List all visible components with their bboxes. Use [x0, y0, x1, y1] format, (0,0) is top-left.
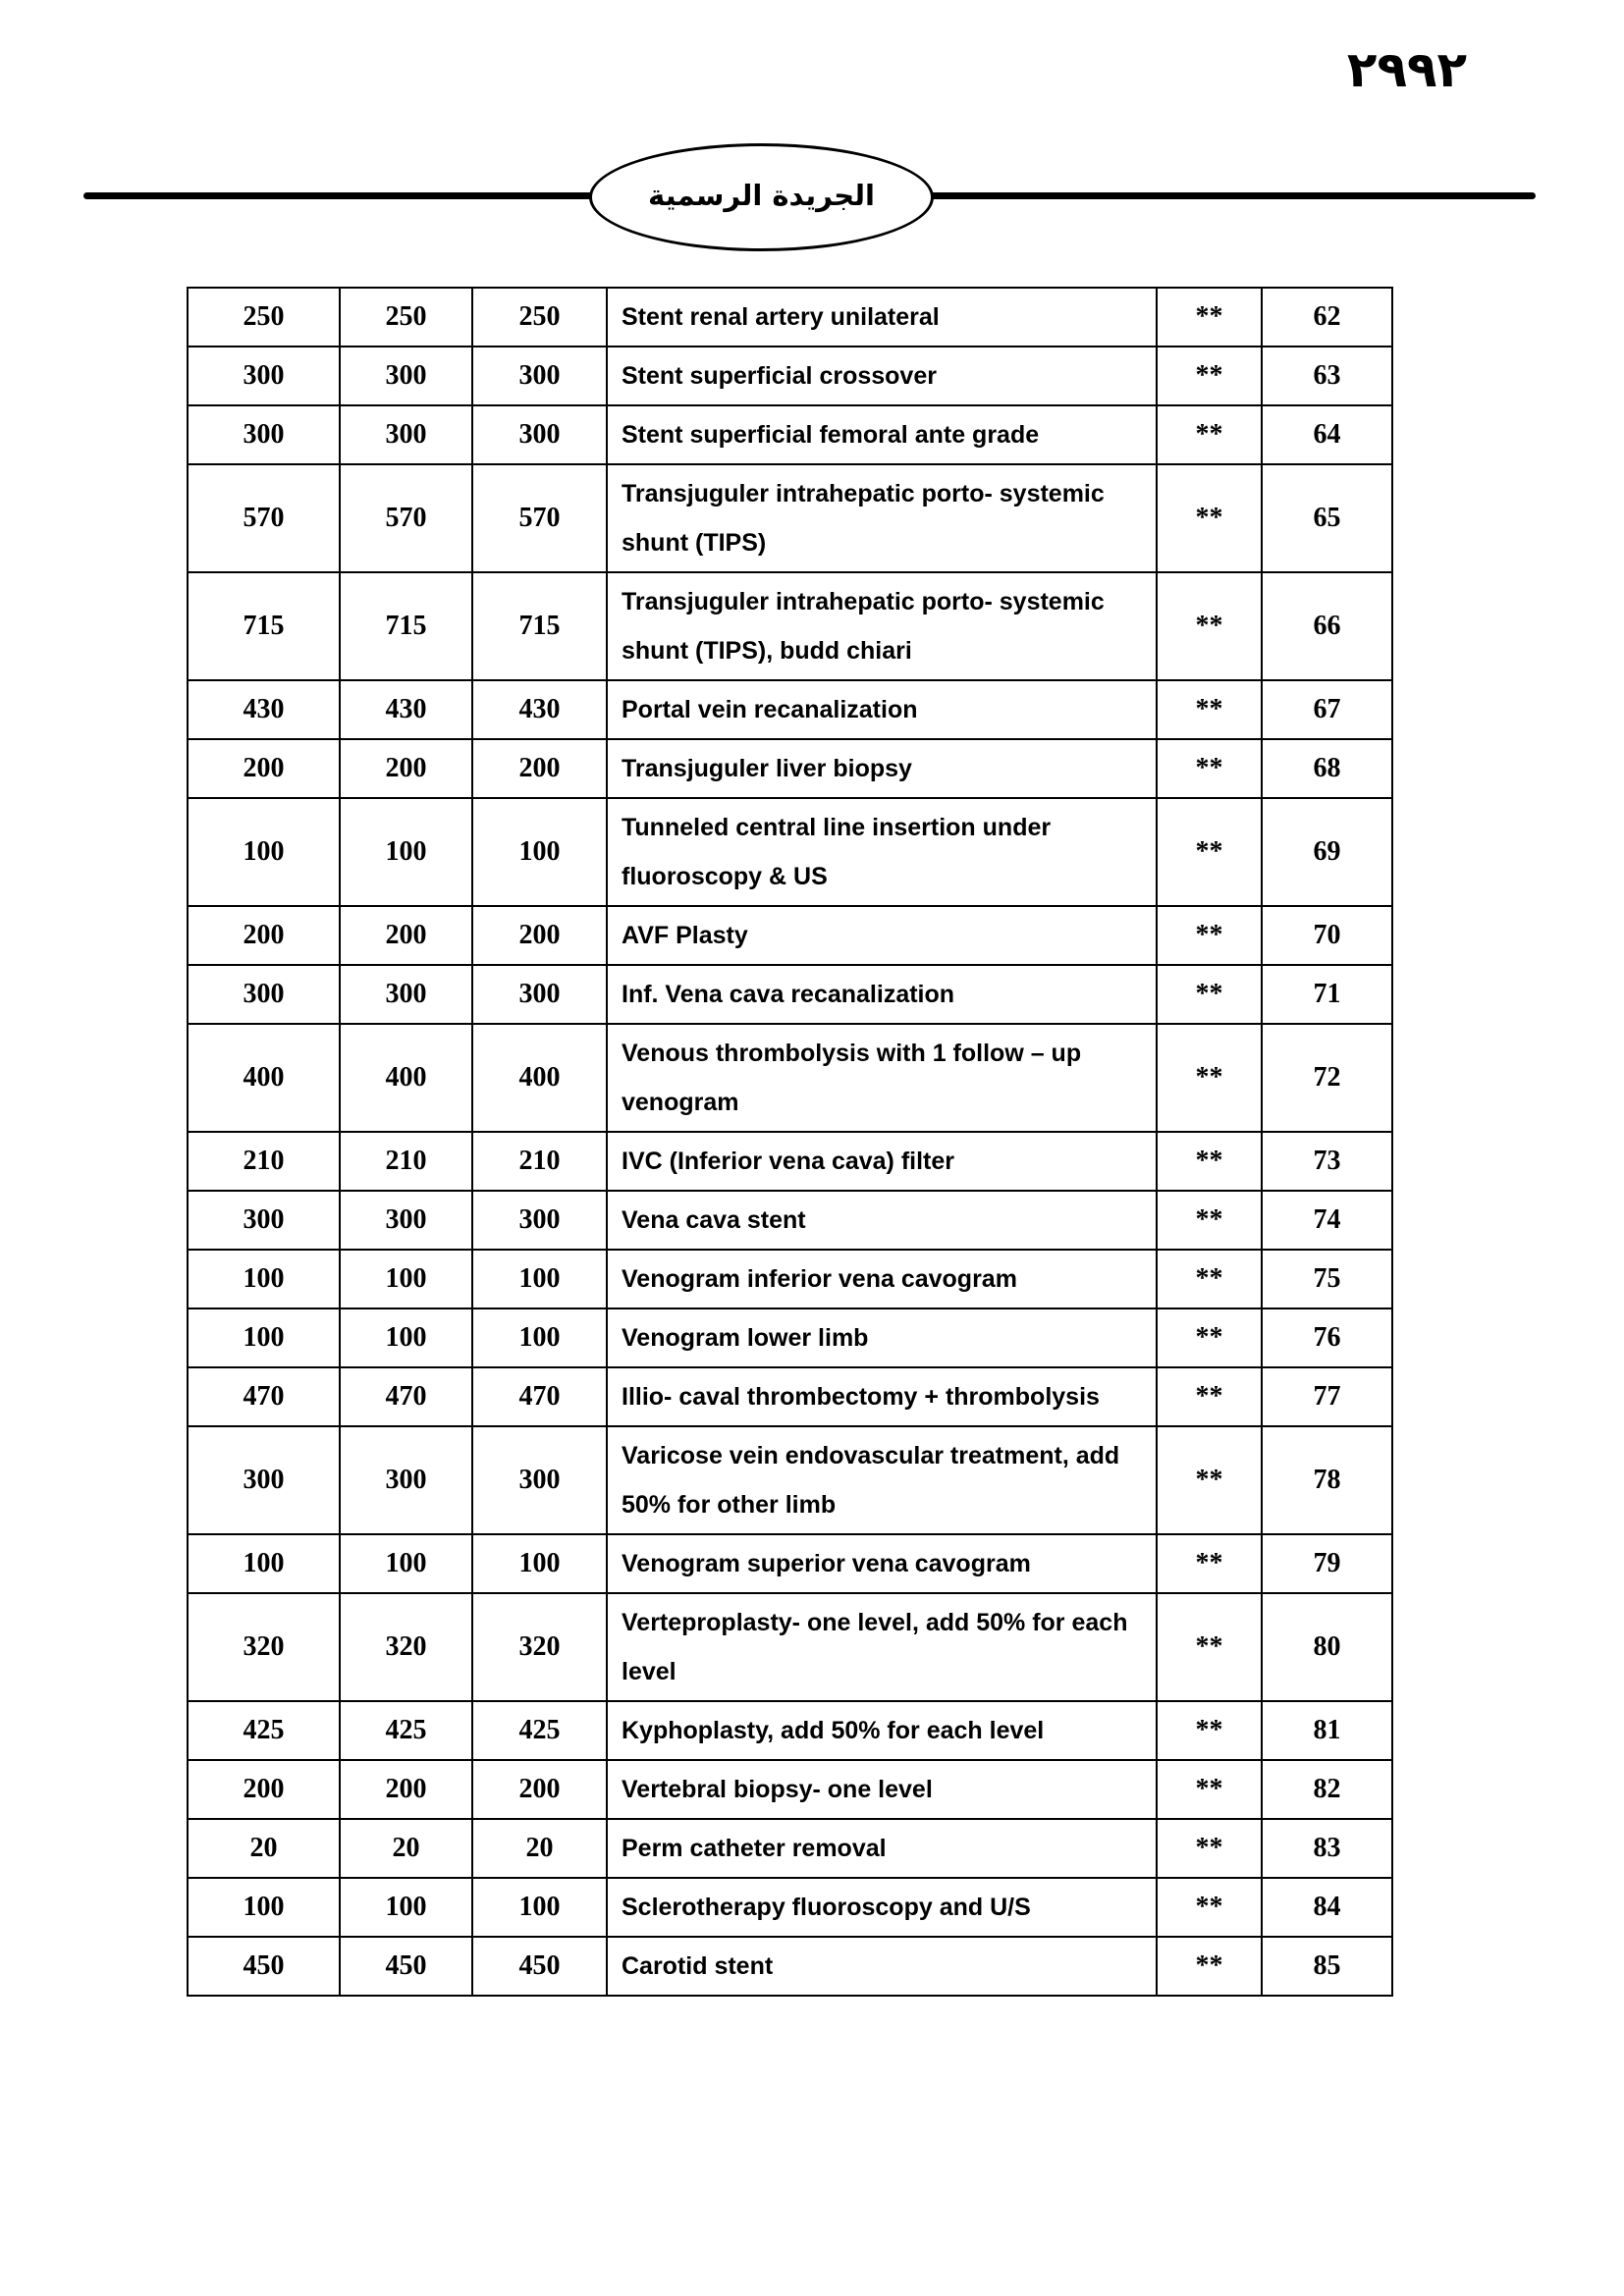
procedure-description-cell: Venogram superior vena cavogram	[607, 1534, 1157, 1593]
price-cell-2: 200	[340, 906, 472, 965]
serial-number-cell: 64	[1262, 405, 1392, 464]
table-row	[188, 965, 1392, 1024]
procedure-description-cell: Venogram lower limb	[607, 1308, 1157, 1367]
procedure-description-cell: IVC (Inferior vena cava) filter	[607, 1132, 1157, 1191]
serial-number-cell: 75	[1262, 1250, 1392, 1308]
price-cell-3: 250	[472, 288, 607, 347]
table-row	[188, 1878, 1392, 1937]
price-cell-3: 200	[472, 906, 607, 965]
price-cell-3: 100	[472, 1308, 607, 1367]
price-cell-1: 200	[188, 906, 340, 965]
serial-number-cell: 85	[1262, 1937, 1392, 1996]
serial-number-cell: 65	[1262, 464, 1392, 572]
price-cell-3: 320	[472, 1593, 607, 1701]
price-cell-1: 300	[188, 347, 340, 405]
procedure-description-cell: Perm catheter removal	[607, 1819, 1157, 1878]
price-cell-3: 100	[472, 1878, 607, 1937]
price-cell-1: 100	[188, 1250, 340, 1308]
price-cell-2: 300	[340, 1191, 472, 1250]
price-cell-3: 20	[472, 1819, 607, 1878]
serial-number-cell: 78	[1262, 1426, 1392, 1534]
serial-number-cell: 82	[1262, 1760, 1392, 1819]
serial-number-cell: 63	[1262, 347, 1392, 405]
procedure-description-cell: Verteproplasty- one level, add 50% for each level	[607, 1593, 1157, 1701]
marks-cell: **	[1157, 405, 1262, 464]
table-row	[188, 347, 1392, 405]
procedure-description-cell: Vertebral biopsy- one level	[607, 1760, 1157, 1819]
marks-cell: **	[1157, 288, 1262, 347]
price-cell-1: 450	[188, 1937, 340, 1996]
price-cell-3: 570	[472, 464, 607, 572]
table-row	[188, 1132, 1392, 1191]
table-row	[188, 1593, 1392, 1701]
marks-cell: **	[1157, 1819, 1262, 1878]
procedure-description-cell: Stent superficial femoral ante grade	[607, 405, 1157, 464]
marks-cell: **	[1157, 572, 1262, 680]
table-row	[188, 1024, 1392, 1132]
price-cell-2: 300	[340, 965, 472, 1024]
marks-cell: **	[1157, 1534, 1262, 1593]
price-cell-2: 100	[340, 1878, 472, 1937]
marks-cell: **	[1157, 1937, 1262, 1996]
price-cell-1: 400	[188, 1024, 340, 1132]
marks-cell: **	[1157, 965, 1262, 1024]
procedure-description-cell: Inf. Vena cava recanalization	[607, 965, 1157, 1024]
price-cell-1: 250	[188, 288, 340, 347]
price-cell-2: 425	[340, 1701, 472, 1760]
price-cell-1: 425	[188, 1701, 340, 1760]
price-cell-3: 300	[472, 1426, 607, 1534]
table-row	[188, 1426, 1392, 1534]
procedure-description-cell: AVF Plasty	[607, 906, 1157, 965]
price-cell-3: 300	[472, 347, 607, 405]
price-cell-1: 100	[188, 1308, 340, 1367]
price-cell-1: 100	[188, 1878, 340, 1937]
price-cell-1: 300	[188, 965, 340, 1024]
serial-number-cell: 70	[1262, 906, 1392, 965]
price-cell-2: 300	[340, 405, 472, 464]
price-cell-3: 200	[472, 739, 607, 798]
procedure-description-cell: Portal vein recanalization	[607, 680, 1157, 739]
price-cell-1: 715	[188, 572, 340, 680]
table-row	[188, 1701, 1392, 1760]
procedure-description-cell: Stent renal artery unilateral	[607, 288, 1157, 347]
marks-cell: **	[1157, 906, 1262, 965]
serial-number-cell: 81	[1262, 1701, 1392, 1760]
price-cell-2: 570	[340, 464, 472, 572]
table-row	[188, 572, 1392, 680]
procedure-description-cell: Stent superficial crossover	[607, 347, 1157, 405]
table-row	[188, 1534, 1392, 1593]
price-cell-2: 200	[340, 1760, 472, 1819]
table-row	[188, 464, 1392, 572]
marks-cell: **	[1157, 1878, 1262, 1937]
table-row	[188, 405, 1392, 464]
price-cell-1: 300	[188, 1191, 340, 1250]
price-cell-3: 100	[472, 1534, 607, 1593]
fee-table-body	[188, 288, 1392, 1996]
serial-number-cell: 71	[1262, 965, 1392, 1024]
serial-number-cell: 68	[1262, 739, 1392, 798]
price-cell-1: 570	[188, 464, 340, 572]
gazette-title: الجريدة الرسمية	[648, 179, 875, 212]
price-cell-1: 100	[188, 798, 340, 906]
price-cell-2: 210	[340, 1132, 472, 1191]
price-cell-1: 100	[188, 1534, 340, 1593]
procedure-description-cell: Venogram inferior vena cavogram	[607, 1250, 1157, 1308]
price-cell-2: 100	[340, 1534, 472, 1593]
serial-number-cell: 80	[1262, 1593, 1392, 1701]
price-cell-2: 400	[340, 1024, 472, 1132]
serial-number-cell: 84	[1262, 1878, 1392, 1937]
table-row	[188, 1760, 1392, 1819]
procedure-description-cell: Carotid stent	[607, 1937, 1157, 1996]
serial-number-cell: 72	[1262, 1024, 1392, 1132]
price-cell-3: 450	[472, 1937, 607, 1996]
serial-number-cell: 79	[1262, 1534, 1392, 1593]
marks-cell: **	[1157, 1367, 1262, 1426]
price-cell-3: 300	[472, 965, 607, 1024]
price-cell-3: 425	[472, 1701, 607, 1760]
page-number: ٢٩٩٢	[1346, 41, 1467, 98]
price-cell-3: 715	[472, 572, 607, 680]
marks-cell: **	[1157, 1593, 1262, 1701]
procedure-description-cell: Venous thrombolysis with 1 follow – up venogram	[607, 1024, 1157, 1132]
price-cell-2: 200	[340, 739, 472, 798]
price-cell-2: 300	[340, 347, 472, 405]
procedure-description-cell: Vena cava stent	[607, 1191, 1157, 1250]
price-cell-1: 300	[188, 405, 340, 464]
price-cell-2: 430	[340, 680, 472, 739]
table-row	[188, 1250, 1392, 1308]
table-row	[188, 1191, 1392, 1250]
serial-number-cell: 69	[1262, 798, 1392, 906]
price-cell-1: 320	[188, 1593, 340, 1701]
marks-cell: **	[1157, 1760, 1262, 1819]
price-cell-3: 300	[472, 1191, 607, 1250]
gazette-title-ellipse	[589, 143, 934, 251]
marks-cell: **	[1157, 464, 1262, 572]
procedure-description-cell: Transjuguler intrahepatic porto- systemic shunt (TIPS), budd chiari	[607, 572, 1157, 680]
procedure-description-cell: Illio- caval thrombectomy + thrombolysis	[607, 1367, 1157, 1426]
serial-number-cell: 66	[1262, 572, 1392, 680]
marks-cell: **	[1157, 680, 1262, 739]
marks-cell: **	[1157, 1250, 1262, 1308]
table-row	[188, 1308, 1392, 1367]
price-cell-3: 100	[472, 798, 607, 906]
price-cell-1: 200	[188, 1760, 340, 1819]
marks-cell: **	[1157, 1191, 1262, 1250]
serial-number-cell: 74	[1262, 1191, 1392, 1250]
procedure-description-cell: Sclerotherapy fluoroscopy and U/S	[607, 1878, 1157, 1937]
price-cell-1: 210	[188, 1132, 340, 1191]
table-row	[188, 288, 1392, 347]
procedure-description-cell: Varicose vein endovascular treatment, add 50% for other limb	[607, 1426, 1157, 1534]
price-cell-1: 300	[188, 1426, 340, 1534]
procedure-description-cell: Tunneled central line insertion under fluoroscopy & US	[607, 798, 1157, 906]
serial-number-cell: 67	[1262, 680, 1392, 739]
procedure-description-cell: Kyphoplasty, add 50% for each level	[607, 1701, 1157, 1760]
price-cell-2: 715	[340, 572, 472, 680]
price-cell-3: 210	[472, 1132, 607, 1191]
marks-cell: **	[1157, 739, 1262, 798]
price-cell-3: 470	[472, 1367, 607, 1426]
price-cell-1: 20	[188, 1819, 340, 1878]
price-cell-2: 100	[340, 798, 472, 906]
procedure-description-cell: Transjuguler liver biopsy	[607, 739, 1157, 798]
table-row	[188, 1819, 1392, 1878]
table-row	[188, 798, 1392, 906]
marks-cell: **	[1157, 1132, 1262, 1191]
price-cell-2: 20	[340, 1819, 472, 1878]
price-cell-2: 100	[340, 1308, 472, 1367]
marks-cell: **	[1157, 347, 1262, 405]
table-row	[188, 1367, 1392, 1426]
serial-number-cell: 73	[1262, 1132, 1392, 1191]
fee-table	[187, 287, 1393, 1997]
price-cell-1: 430	[188, 680, 340, 739]
table-row	[188, 906, 1392, 965]
procedure-description-cell: Transjuguler intrahepatic porto- systemic shunt (TIPS)	[607, 464, 1157, 572]
price-cell-2: 300	[340, 1426, 472, 1534]
price-cell-3: 200	[472, 1760, 607, 1819]
serial-number-cell: 83	[1262, 1819, 1392, 1878]
price-cell-3: 300	[472, 405, 607, 464]
price-cell-3: 430	[472, 680, 607, 739]
marks-cell: **	[1157, 1701, 1262, 1760]
price-cell-2: 100	[340, 1250, 472, 1308]
price-cell-3: 100	[472, 1250, 607, 1308]
price-cell-2: 470	[340, 1367, 472, 1426]
price-cell-2: 450	[340, 1937, 472, 1996]
price-cell-1: 470	[188, 1367, 340, 1426]
price-cell-1: 200	[188, 739, 340, 798]
table-row	[188, 739, 1392, 798]
serial-number-cell: 77	[1262, 1367, 1392, 1426]
marks-cell: **	[1157, 1024, 1262, 1132]
table-row	[188, 680, 1392, 739]
price-cell-3: 400	[472, 1024, 607, 1132]
price-cell-2: 250	[340, 288, 472, 347]
marks-cell: **	[1157, 1426, 1262, 1534]
marks-cell: **	[1157, 1308, 1262, 1367]
serial-number-cell: 76	[1262, 1308, 1392, 1367]
price-cell-2: 320	[340, 1593, 472, 1701]
table-row	[188, 1937, 1392, 1996]
serial-number-cell: 62	[1262, 288, 1392, 347]
marks-cell: **	[1157, 798, 1262, 906]
